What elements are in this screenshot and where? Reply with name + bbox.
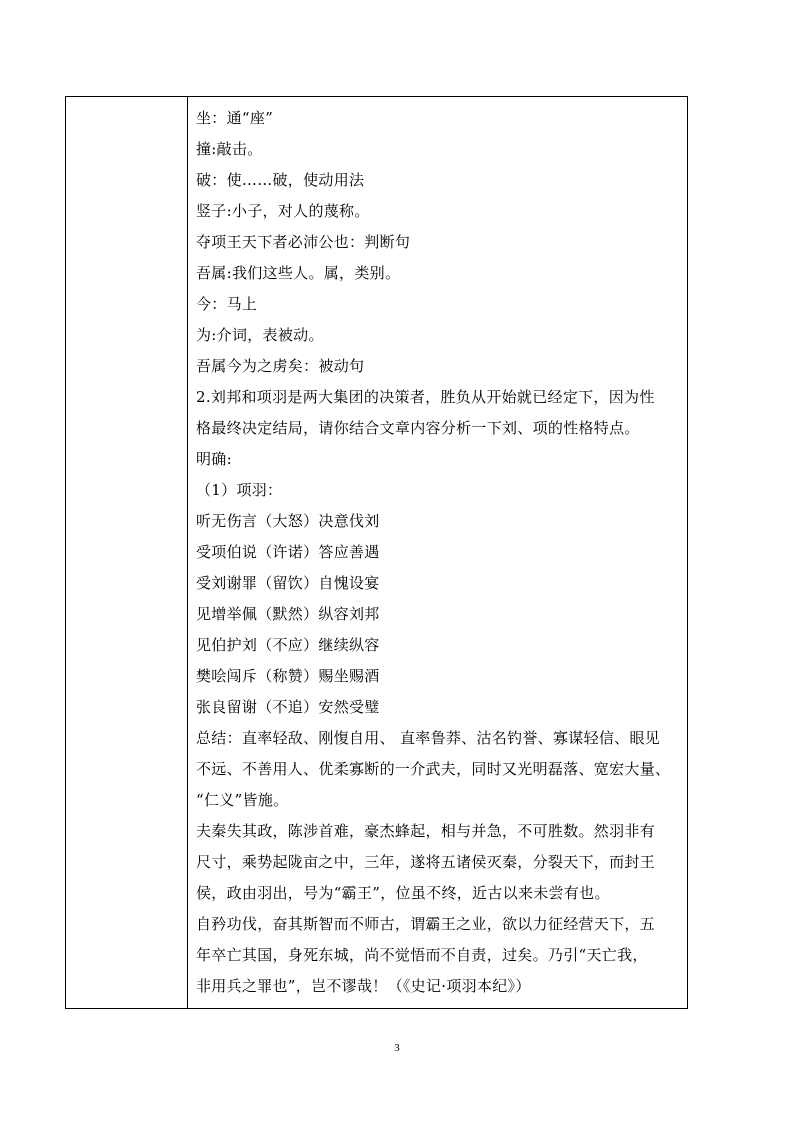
text-line: 樊哙闯斥（称赞）赐坐赐酒 <box>196 667 380 685</box>
text-line: 今：马上 <box>196 295 258 313</box>
text-line: 破：使……破，使动用法 <box>196 171 365 189</box>
text-line: 撞:敲击。 <box>196 140 263 158</box>
text-line: 年卒亡其国，身死东城，尚不觉悟而不自责，过矣。乃引“天亡我， <box>196 946 648 964</box>
text-line: 坐：通“座” <box>196 109 274 127</box>
table-content-column <box>188 97 687 1008</box>
text-line: 见伯护刘（不应）继续纵容 <box>196 636 380 654</box>
text-line: 自矜功伐，奋其斯智而不师古，谓霸王之业，欲以力征经营天下，五 <box>196 915 656 933</box>
text-line: 格最终决定结局，请你结合文章内容分析一下刘、项的性格特点。 <box>196 419 640 437</box>
text-line: 吾属今为之虏矣：被动句 <box>196 357 365 375</box>
text-line: 张良留谢（不追）安然受璧 <box>196 698 380 716</box>
page-number: 3 <box>394 1042 400 1054</box>
text-line: 受项伯说（许诺）答应善遇 <box>196 543 380 561</box>
table-left-column <box>66 97 188 1008</box>
text-line: 听无伤言（大怒）决意伐刘 <box>196 512 380 530</box>
text-line: 尺寸，乘势起陇亩之中，三年，遂将五诸侯灭秦，分裂天下，而封王 <box>196 853 656 871</box>
text-line: 为:介词，表被动。 <box>196 326 324 344</box>
content-table <box>65 96 688 1009</box>
text-line: 吾属:我们这些人。属，类别。 <box>196 264 401 282</box>
text-line: “仁义”皆施。 <box>196 791 289 809</box>
text-line: 2.刘邦和项羽是两大集团的决策者，胜负从开始就已经定下，因为性 <box>196 388 655 406</box>
text-line: 夺项王天下者必沛公也：判断句 <box>196 233 411 251</box>
text-line: 受刘谢罪（留饮）自愧设宴 <box>196 574 380 592</box>
text-line: （1）项羽： <box>196 481 283 499</box>
text-line: 侯，政由羽出，号为“霸王”，位虽不终，近古以来未尝有也。 <box>196 884 610 902</box>
text-line: 非用兵之罪也”，岂不谬哉！（《史记·项羽本纪》） <box>196 977 531 995</box>
text-line: 明确: <box>196 450 232 468</box>
text-line: 见增举佩（默然）纵容刘邦 <box>196 605 380 623</box>
text-line: 竖子:小子，对人的蔑称。 <box>196 202 370 220</box>
text-line: 不远、不善用人、优柔寡断的一介武夫，同时又光明磊落、宽宏大量、 <box>196 760 671 778</box>
text-line: 夫秦失其政，陈涉首难，豪杰蜂起，相与并急，不可胜数。然羽非有 <box>196 822 656 840</box>
text-line: 总结：直率轻敌、刚愎自用、 直率鲁莽、沽名钓誉、寡谋轻信、眼见 <box>196 729 661 747</box>
